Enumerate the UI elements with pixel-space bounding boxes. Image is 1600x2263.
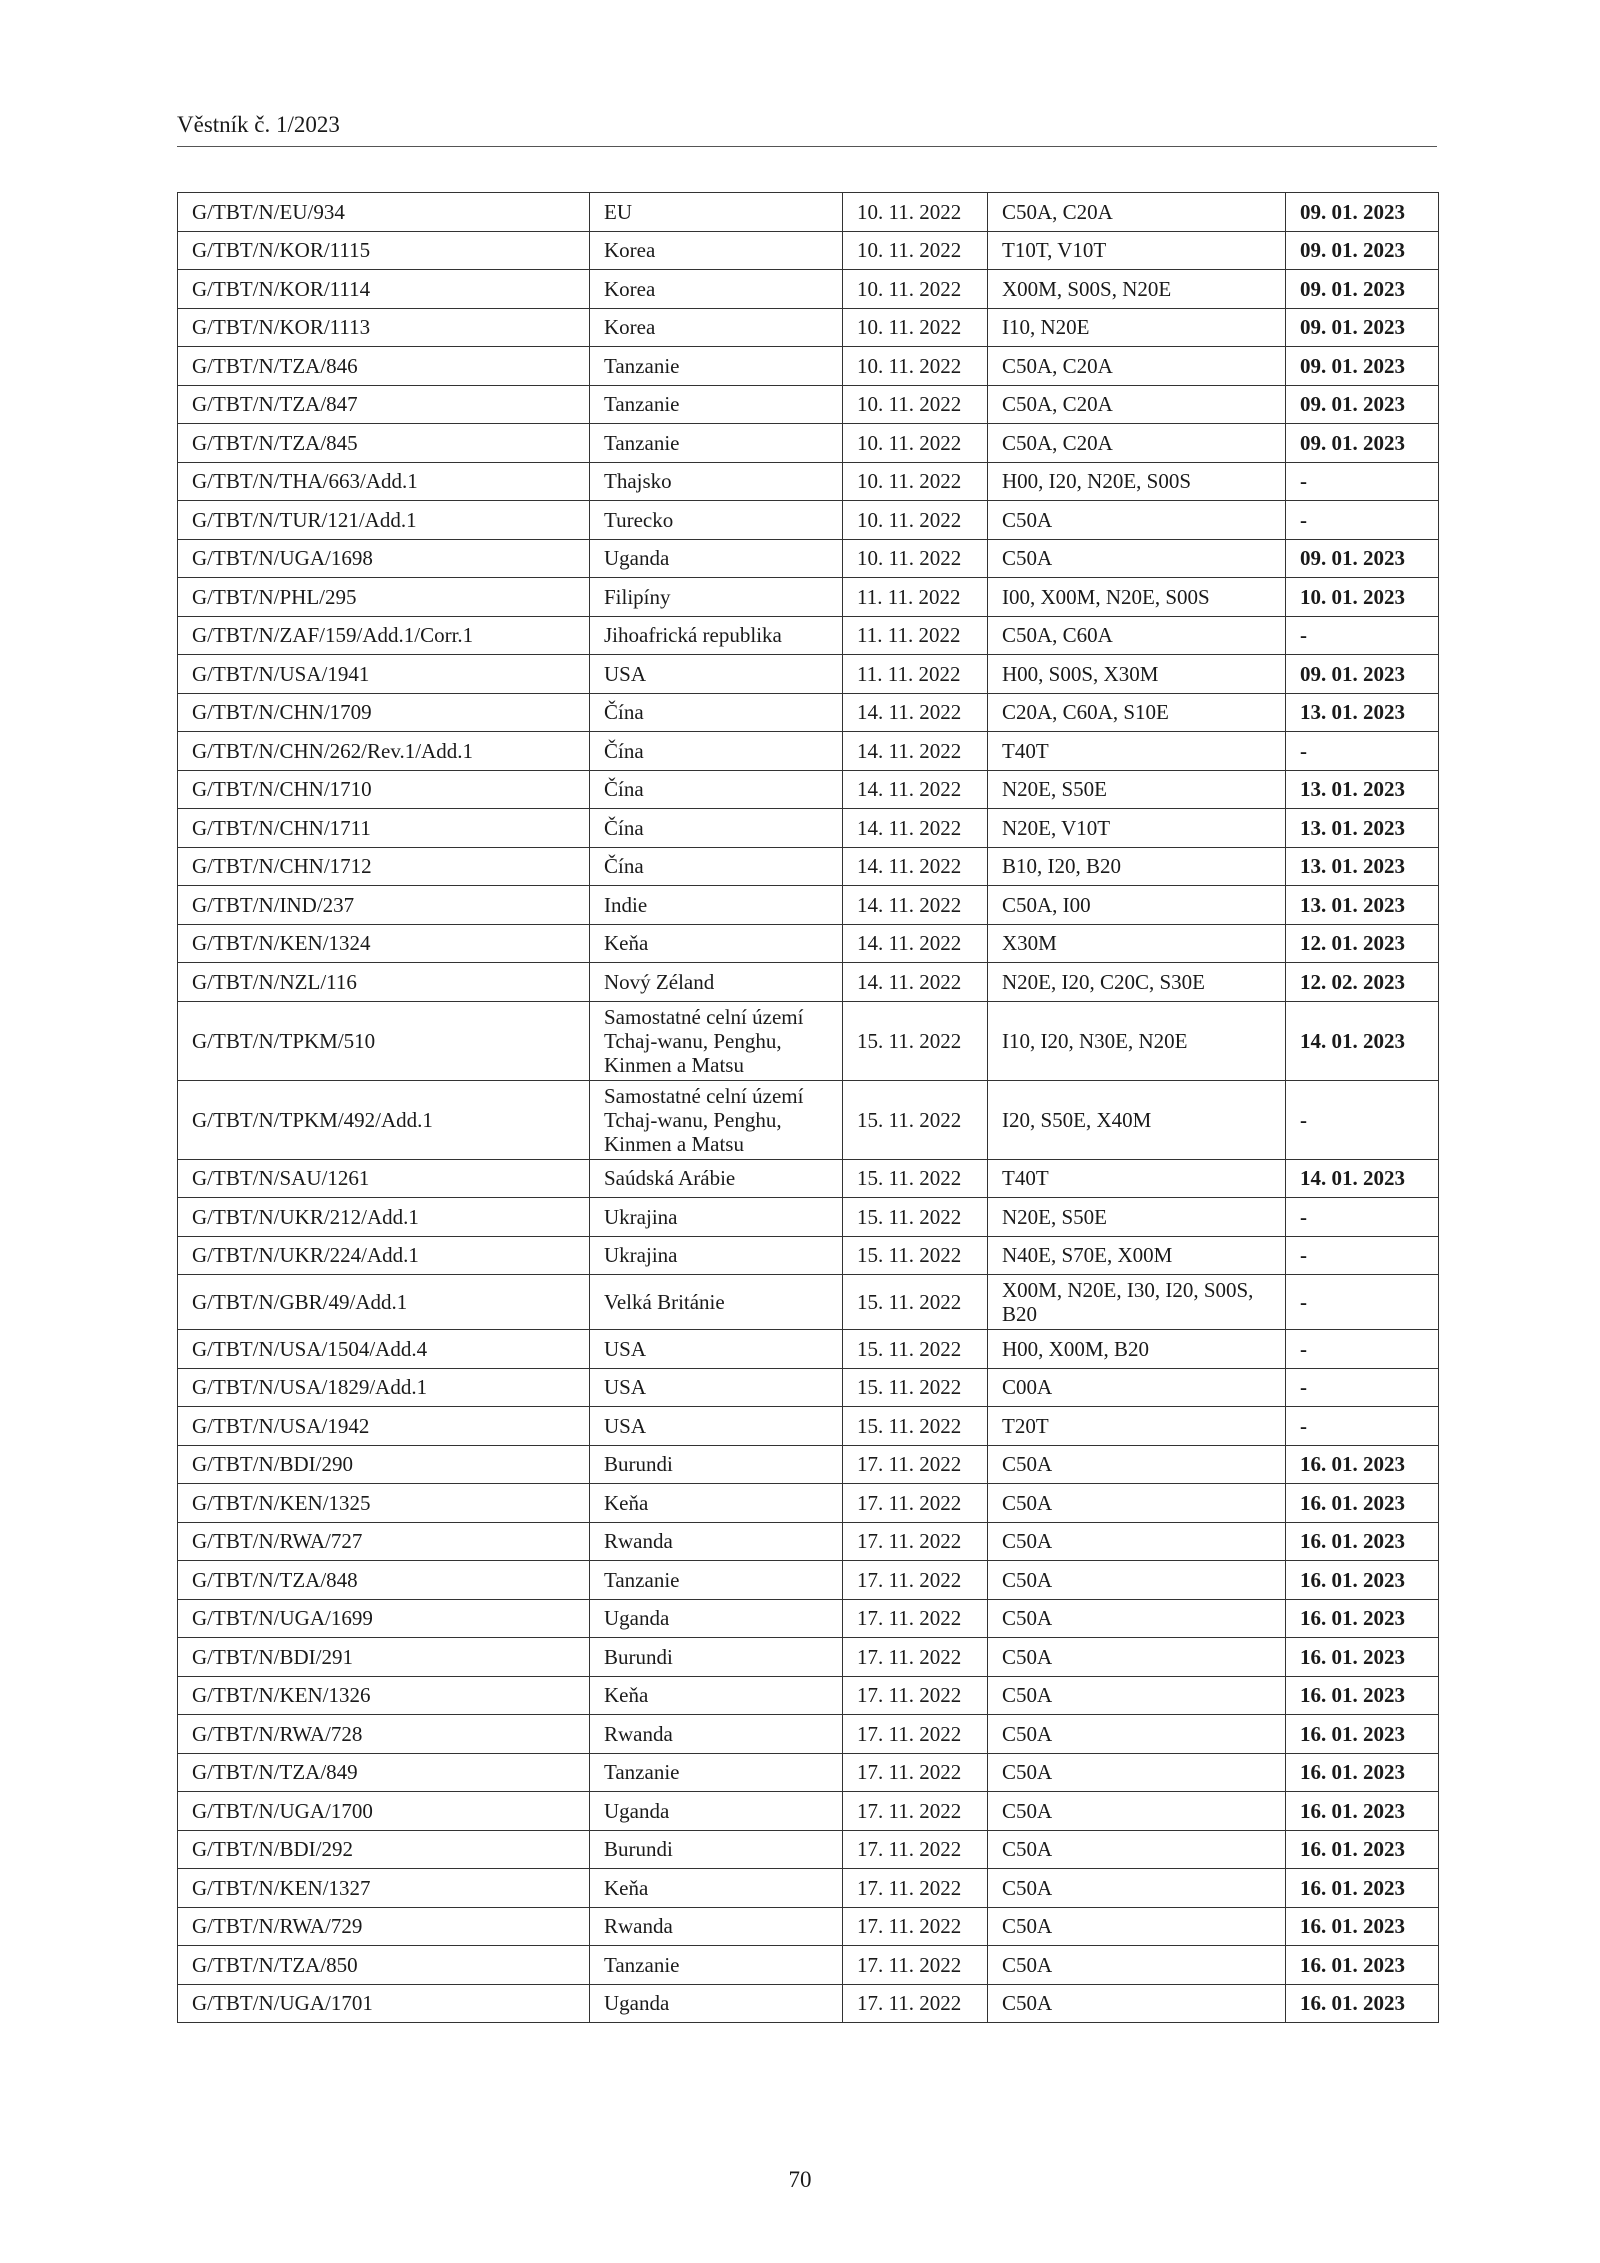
document-symbol-cell: G/TBT/N/UKR/212/Add.1 — [178, 1198, 590, 1237]
table-row — [178, 770, 1439, 809]
notification-date-cell: 14. 11. 2022 — [843, 924, 988, 963]
notification-date-cell: 17. 11. 2022 — [843, 1638, 988, 1677]
comment-deadline-cell: 16. 01. 2023 — [1286, 1907, 1439, 1946]
table-row — [178, 501, 1439, 540]
country-cell: Rwanda — [590, 1907, 843, 1946]
page-number: 70 — [788, 2167, 812, 2192]
notification-date-cell: 17. 11. 2022 — [843, 1561, 988, 1600]
table-row — [178, 347, 1439, 386]
country-cell: Ukrajina — [590, 1236, 843, 1275]
document-symbol-cell: G/TBT/N/CHN/1711 — [178, 809, 590, 848]
comment-deadline-cell: 16. 01. 2023 — [1286, 1946, 1439, 1985]
table-row — [178, 1001, 1439, 1080]
document-symbol-cell: G/TBT/N/UGA/1700 — [178, 1792, 590, 1831]
comment-deadline-cell: 09. 01. 2023 — [1286, 424, 1439, 463]
table-row — [178, 1792, 1439, 1831]
table-row — [178, 1275, 1439, 1330]
ics-codes-cell: C50A — [988, 1484, 1286, 1523]
document-symbol-cell: G/TBT/N/TPKM/510 — [178, 1001, 590, 1080]
country-cell: Čína — [590, 770, 843, 809]
document-symbol-cell: G/TBT/N/KOR/1115 — [178, 231, 590, 270]
notification-date-cell: 10. 11. 2022 — [843, 385, 988, 424]
document-symbol-cell: G/TBT/N/NZL/116 — [178, 963, 590, 1002]
ics-codes-cell: C50A — [988, 1753, 1286, 1792]
comment-deadline-cell: 16. 01. 2023 — [1286, 1676, 1439, 1715]
notification-date-cell: 10. 11. 2022 — [843, 270, 988, 309]
ics-codes-cell: C50A, C20A — [988, 347, 1286, 386]
notification-date-cell: 14. 11. 2022 — [843, 886, 988, 925]
document-symbol-cell: G/TBT/N/TUR/121/Add.1 — [178, 501, 590, 540]
table-row — [178, 578, 1439, 617]
ics-codes-cell: C50A — [988, 501, 1286, 540]
country-cell: Uganda — [590, 1984, 843, 2023]
ics-codes-cell: C50A — [988, 1830, 1286, 1869]
notification-date-cell: 15. 11. 2022 — [843, 1275, 988, 1330]
country-cell: USA — [590, 1407, 843, 1446]
notification-date-cell: 17. 11. 2022 — [843, 1907, 988, 1946]
notification-date-cell: 10. 11. 2022 — [843, 347, 988, 386]
table-row — [178, 809, 1439, 848]
notification-date-cell: 17. 11. 2022 — [843, 1484, 988, 1523]
ics-codes-cell: H00, X00M, B20 — [988, 1330, 1286, 1369]
ics-codes-cell: B10, I20, B20 — [988, 847, 1286, 886]
country-cell: Tanzanie — [590, 1946, 843, 1985]
ics-codes-cell: C50A, I00 — [988, 886, 1286, 925]
notification-date-cell: 14. 11. 2022 — [843, 732, 988, 771]
country-cell: Burundi — [590, 1638, 843, 1677]
table-row — [178, 270, 1439, 309]
notification-date-cell: 17. 11. 2022 — [843, 1599, 988, 1638]
comment-deadline-cell: - — [1286, 1330, 1439, 1369]
ics-codes-cell: T40T — [988, 1159, 1286, 1198]
country-cell: Samostatné celní území Tchaj-wanu, Penghu, Kinmen a Matsu — [590, 1080, 843, 1159]
table-row — [178, 424, 1439, 463]
document-symbol-cell: G/TBT/N/KEN/1326 — [178, 1676, 590, 1715]
table-row — [178, 1753, 1439, 1792]
notifications-table — [177, 192, 1439, 2023]
ics-codes-cell: N40E, S70E, X00M — [988, 1236, 1286, 1275]
ics-codes-cell: C50A — [988, 1715, 1286, 1754]
document-symbol-cell: G/TBT/N/TZA/845 — [178, 424, 590, 463]
ics-codes-cell: C50A, C20A — [988, 424, 1286, 463]
ics-codes-cell: C50A, C60A — [988, 616, 1286, 655]
table-row — [178, 1159, 1439, 1198]
ics-codes-cell: C50A, C20A — [988, 385, 1286, 424]
comment-deadline-cell: 16. 01. 2023 — [1286, 1869, 1439, 1908]
document-symbol-cell: G/TBT/N/SAU/1261 — [178, 1159, 590, 1198]
table-row — [178, 655, 1439, 694]
notification-date-cell: 10. 11. 2022 — [843, 539, 988, 578]
comment-deadline-cell: - — [1286, 462, 1439, 501]
notification-date-cell: 15. 11. 2022 — [843, 1159, 988, 1198]
comment-deadline-cell: 13. 01. 2023 — [1286, 886, 1439, 925]
notification-date-cell: 17. 11. 2022 — [843, 1946, 988, 1985]
country-cell: Rwanda — [590, 1522, 843, 1561]
comment-deadline-cell: 13. 01. 2023 — [1286, 847, 1439, 886]
document-symbol-cell: G/TBT/N/BDI/290 — [178, 1445, 590, 1484]
table-row — [178, 1198, 1439, 1237]
ics-codes-cell: X00M, N20E, I30, I20, S00S, B20 — [988, 1275, 1286, 1330]
notification-date-cell: 10. 11. 2022 — [843, 462, 988, 501]
notification-date-cell: 14. 11. 2022 — [843, 809, 988, 848]
ics-codes-cell: X00M, S00S, N20E — [988, 270, 1286, 309]
country-cell: Saúdská Arábie — [590, 1159, 843, 1198]
table-row — [178, 1407, 1439, 1446]
table-row — [178, 732, 1439, 771]
notification-date-cell: 17. 11. 2022 — [843, 1676, 988, 1715]
ics-codes-cell: C50A — [988, 1638, 1286, 1677]
table-row — [178, 886, 1439, 925]
document-symbol-cell: G/TBT/N/CHN/1710 — [178, 770, 590, 809]
ics-codes-cell: C20A, C60A, S10E — [988, 693, 1286, 732]
country-cell: Ukrajina — [590, 1198, 843, 1237]
table-row — [178, 1368, 1439, 1407]
table-row — [178, 1676, 1439, 1715]
notification-date-cell: 15. 11. 2022 — [843, 1330, 988, 1369]
table-row — [178, 308, 1439, 347]
ics-codes-cell: C50A — [988, 1869, 1286, 1908]
document-symbol-cell: G/TBT/N/GBR/49/Add.1 — [178, 1275, 590, 1330]
table-row — [178, 693, 1439, 732]
comment-deadline-cell: 10. 01. 2023 — [1286, 578, 1439, 617]
ics-codes-cell: T20T — [988, 1407, 1286, 1446]
country-cell: Uganda — [590, 1792, 843, 1831]
document-symbol-cell: G/TBT/N/TPKM/492/Add.1 — [178, 1080, 590, 1159]
notification-date-cell: 14. 11. 2022 — [843, 963, 988, 1002]
table-row — [178, 847, 1439, 886]
document-symbol-cell: G/TBT/N/UGA/1701 — [178, 1984, 590, 2023]
ics-codes-cell: T40T — [988, 732, 1286, 771]
table-row — [178, 1907, 1439, 1946]
notification-date-cell: 17. 11. 2022 — [843, 1753, 988, 1792]
comment-deadline-cell: 16. 01. 2023 — [1286, 1522, 1439, 1561]
notification-date-cell: 14. 11. 2022 — [843, 693, 988, 732]
notification-date-cell: 11. 11. 2022 — [843, 655, 988, 694]
document-symbol-cell: G/TBT/N/KEN/1327 — [178, 1869, 590, 1908]
ics-codes-cell: I10, I20, N30E, N20E — [988, 1001, 1286, 1080]
document-symbol-cell: G/TBT/N/USA/1941 — [178, 655, 590, 694]
ics-codes-cell: N20E, V10T — [988, 809, 1286, 848]
table-row — [178, 1330, 1439, 1369]
country-cell: Keňa — [590, 1869, 843, 1908]
comment-deadline-cell: 12. 01. 2023 — [1286, 924, 1439, 963]
document-symbol-cell: G/TBT/N/KEN/1325 — [178, 1484, 590, 1523]
ics-codes-cell: C50A — [988, 1984, 1286, 2023]
document-symbol-cell: G/TBT/N/ZAF/159/Add.1/Corr.1 — [178, 616, 590, 655]
notification-date-cell: 17. 11. 2022 — [843, 1445, 988, 1484]
country-cell: Uganda — [590, 1599, 843, 1638]
document-symbol-cell: G/TBT/N/KOR/1114 — [178, 270, 590, 309]
comment-deadline-cell: 16. 01. 2023 — [1286, 1599, 1439, 1638]
table-row — [178, 1080, 1439, 1159]
document-symbol-cell: G/TBT/N/USA/1504/Add.4 — [178, 1330, 590, 1369]
document-symbol-cell: G/TBT/N/CHN/1709 — [178, 693, 590, 732]
comment-deadline-cell: 09. 01. 2023 — [1286, 655, 1439, 694]
comment-deadline-cell: 16. 01. 2023 — [1286, 1445, 1439, 1484]
table-row — [178, 1236, 1439, 1275]
notification-date-cell: 10. 11. 2022 — [843, 501, 988, 540]
notification-date-cell: 17. 11. 2022 — [843, 1715, 988, 1754]
ics-codes-cell: I10, N20E — [988, 308, 1286, 347]
document-symbol-cell: G/TBT/N/TZA/846 — [178, 347, 590, 386]
comment-deadline-cell: 13. 01. 2023 — [1286, 770, 1439, 809]
notification-date-cell: 10. 11. 2022 — [843, 193, 988, 232]
country-cell: Čína — [590, 693, 843, 732]
comment-deadline-cell: 16. 01. 2023 — [1286, 1753, 1439, 1792]
document-symbol-cell: G/TBT/N/BDI/291 — [178, 1638, 590, 1677]
comment-deadline-cell: 16. 01. 2023 — [1286, 1561, 1439, 1600]
ics-codes-cell: I00, X00M, N20E, S00S — [988, 578, 1286, 617]
table-row — [178, 539, 1439, 578]
ics-codes-cell: H00, S00S, X30M — [988, 655, 1286, 694]
country-cell: Keňa — [590, 924, 843, 963]
comment-deadline-cell: - — [1286, 501, 1439, 540]
country-cell: Jihoafrická republika — [590, 616, 843, 655]
document-symbol-cell: G/TBT/N/UGA/1699 — [178, 1599, 590, 1638]
ics-codes-cell: C50A — [988, 539, 1286, 578]
table-row — [178, 385, 1439, 424]
document-symbol-cell: G/TBT/N/CHN/1712 — [178, 847, 590, 886]
ics-codes-cell: N20E, I20, C20C, S30E — [988, 963, 1286, 1002]
notification-date-cell: 11. 11. 2022 — [843, 578, 988, 617]
comment-deadline-cell: 09. 01. 2023 — [1286, 308, 1439, 347]
table-row — [178, 1561, 1439, 1600]
document-symbol-cell: G/TBT/N/RWA/728 — [178, 1715, 590, 1754]
ics-codes-cell: C50A, C20A — [988, 193, 1286, 232]
country-cell: Turecko — [590, 501, 843, 540]
table-row — [178, 924, 1439, 963]
table-row — [178, 193, 1439, 232]
ics-codes-cell: C00A — [988, 1368, 1286, 1407]
notification-date-cell: 15. 11. 2022 — [843, 1198, 988, 1237]
notification-date-cell: 10. 11. 2022 — [843, 424, 988, 463]
country-cell: Korea — [590, 270, 843, 309]
notification-date-cell: 15. 11. 2022 — [843, 1407, 988, 1446]
notification-date-cell: 10. 11. 2022 — [843, 231, 988, 270]
comment-deadline-cell: 09. 01. 2023 — [1286, 385, 1439, 424]
document-symbol-cell: G/TBT/N/BDI/292 — [178, 1830, 590, 1869]
country-cell: Uganda — [590, 539, 843, 578]
notification-date-cell: 10. 11. 2022 — [843, 308, 988, 347]
country-cell: Indie — [590, 886, 843, 925]
comment-deadline-cell: 16. 01. 2023 — [1286, 1484, 1439, 1523]
comment-deadline-cell: 09. 01. 2023 — [1286, 539, 1439, 578]
notification-date-cell: 17. 11. 2022 — [843, 1792, 988, 1831]
document-symbol-cell: G/TBT/N/USA/1829/Add.1 — [178, 1368, 590, 1407]
document-symbol-cell: G/TBT/N/UGA/1698 — [178, 539, 590, 578]
comment-deadline-cell: - — [1286, 616, 1439, 655]
table-row — [178, 1484, 1439, 1523]
page-header — [177, 112, 1437, 147]
ics-codes-cell: N20E, S50E — [988, 1198, 1286, 1237]
ics-codes-cell: I20, S50E, X40M — [988, 1080, 1286, 1159]
document-symbol-cell: G/TBT/N/KEN/1324 — [178, 924, 590, 963]
document-symbol-cell: G/TBT/N/CHN/262/Rev.1/Add.1 — [178, 732, 590, 771]
comment-deadline-cell: 12. 02. 2023 — [1286, 963, 1439, 1002]
country-cell: Keňa — [590, 1676, 843, 1715]
notification-date-cell: 15. 11. 2022 — [843, 1001, 988, 1080]
table-row — [178, 1522, 1439, 1561]
country-cell: Thajsko — [590, 462, 843, 501]
table-row — [178, 1869, 1439, 1908]
document-symbol-cell: G/TBT/N/IND/237 — [178, 886, 590, 925]
country-cell: Tanzanie — [590, 385, 843, 424]
ics-codes-cell: C50A — [988, 1907, 1286, 1946]
notification-date-cell: 15. 11. 2022 — [843, 1368, 988, 1407]
ics-codes-cell: X30M — [988, 924, 1286, 963]
notification-date-cell: 17. 11. 2022 — [843, 1869, 988, 1908]
country-cell: Čína — [590, 732, 843, 771]
ics-codes-cell: C50A — [988, 1522, 1286, 1561]
document-symbol-cell: G/TBT/N/RWA/727 — [178, 1522, 590, 1561]
journal-title: Věstník č. 1/2023 — [177, 112, 340, 137]
ics-codes-cell: C50A — [988, 1561, 1286, 1600]
comment-deadline-cell: - — [1286, 1407, 1439, 1446]
ics-codes-cell: C50A — [988, 1946, 1286, 1985]
ics-codes-cell: N20E, S50E — [988, 770, 1286, 809]
notification-date-cell: 15. 11. 2022 — [843, 1236, 988, 1275]
comment-deadline-cell: - — [1286, 1236, 1439, 1275]
country-cell: Tanzanie — [590, 1561, 843, 1600]
comment-deadline-cell: 09. 01. 2023 — [1286, 231, 1439, 270]
notification-date-cell: 14. 11. 2022 — [843, 847, 988, 886]
comment-deadline-cell: 16. 01. 2023 — [1286, 1792, 1439, 1831]
country-cell: Filipíny — [590, 578, 843, 617]
document-symbol-cell: G/TBT/N/UKR/224/Add.1 — [178, 1236, 590, 1275]
comment-deadline-cell: 16. 01. 2023 — [1286, 1984, 1439, 2023]
table-row — [178, 231, 1439, 270]
comment-deadline-cell: - — [1286, 1368, 1439, 1407]
ics-codes-cell: H00, I20, N20E, S00S — [988, 462, 1286, 501]
country-cell: Burundi — [590, 1830, 843, 1869]
comment-deadline-cell: 14. 01. 2023 — [1286, 1159, 1439, 1198]
document-symbol-cell: G/TBT/N/TZA/848 — [178, 1561, 590, 1600]
comment-deadline-cell: 09. 01. 2023 — [1286, 270, 1439, 309]
comment-deadline-cell: 13. 01. 2023 — [1286, 693, 1439, 732]
table-row — [178, 1638, 1439, 1677]
document-symbol-cell: G/TBT/N/KOR/1113 — [178, 308, 590, 347]
ics-codes-cell: T10T, V10T — [988, 231, 1286, 270]
country-cell: Velká Británie — [590, 1275, 843, 1330]
country-cell: Nový Zéland — [590, 963, 843, 1002]
comment-deadline-cell: 16. 01. 2023 — [1286, 1715, 1439, 1754]
country-cell: Tanzanie — [590, 1753, 843, 1792]
comment-deadline-cell: 09. 01. 2023 — [1286, 347, 1439, 386]
notification-date-cell: 17. 11. 2022 — [843, 1830, 988, 1869]
ics-codes-cell: C50A — [988, 1676, 1286, 1715]
comment-deadline-cell: - — [1286, 1275, 1439, 1330]
notifications-table-body — [178, 193, 1439, 2023]
comment-deadline-cell: - — [1286, 1080, 1439, 1159]
table-row — [178, 1946, 1439, 1985]
table-row — [178, 1715, 1439, 1754]
country-cell: Rwanda — [590, 1715, 843, 1754]
country-cell: EU — [590, 193, 843, 232]
country-cell: USA — [590, 655, 843, 694]
notification-date-cell: 17. 11. 2022 — [843, 1984, 988, 2023]
document-symbol-cell: G/TBT/N/THA/663/Add.1 — [178, 462, 590, 501]
comment-deadline-cell: 14. 01. 2023 — [1286, 1001, 1439, 1080]
country-cell: Čína — [590, 809, 843, 848]
notification-date-cell: 11. 11. 2022 — [843, 616, 988, 655]
country-cell: Keňa — [590, 1484, 843, 1523]
country-cell: Burundi — [590, 1445, 843, 1484]
country-cell: Korea — [590, 231, 843, 270]
comment-deadline-cell: - — [1286, 1198, 1439, 1237]
country-cell: Tanzanie — [590, 424, 843, 463]
table-row — [178, 1445, 1439, 1484]
country-cell: Samostatné celní území Tchaj-wanu, Penghu, Kinmen a Matsu — [590, 1001, 843, 1080]
table-row — [178, 963, 1439, 1002]
ics-codes-cell: C50A — [988, 1599, 1286, 1638]
comment-deadline-cell: 13. 01. 2023 — [1286, 809, 1439, 848]
document-symbol-cell: G/TBT/N/USA/1942 — [178, 1407, 590, 1446]
comment-deadline-cell: 16. 01. 2023 — [1286, 1830, 1439, 1869]
document-symbol-cell: G/TBT/N/PHL/295 — [178, 578, 590, 617]
ics-codes-cell: C50A — [988, 1445, 1286, 1484]
country-cell: Korea — [590, 308, 843, 347]
document-symbol-cell: G/TBT/N/TZA/849 — [178, 1753, 590, 1792]
country-cell: USA — [590, 1330, 843, 1369]
table-row — [178, 462, 1439, 501]
table-row — [178, 616, 1439, 655]
comment-deadline-cell: 09. 01. 2023 — [1286, 193, 1439, 232]
table-row — [178, 1984, 1439, 2023]
ics-codes-cell: C50A — [988, 1792, 1286, 1831]
country-cell: Tanzanie — [590, 347, 843, 386]
document-symbol-cell: G/TBT/N/RWA/729 — [178, 1907, 590, 1946]
notification-date-cell: 15. 11. 2022 — [843, 1080, 988, 1159]
country-cell: Čína — [590, 847, 843, 886]
comment-deadline-cell: 16. 01. 2023 — [1286, 1638, 1439, 1677]
notification-date-cell: 14. 11. 2022 — [843, 770, 988, 809]
document-symbol-cell: G/TBT/N/EU/934 — [178, 193, 590, 232]
document-symbol-cell: G/TBT/N/TZA/850 — [178, 1946, 590, 1985]
document-symbol-cell: G/TBT/N/TZA/847 — [178, 385, 590, 424]
comment-deadline-cell: - — [1286, 732, 1439, 771]
table-row — [178, 1599, 1439, 1638]
notification-date-cell: 17. 11. 2022 — [843, 1522, 988, 1561]
table-row — [178, 1830, 1439, 1869]
country-cell: USA — [590, 1368, 843, 1407]
